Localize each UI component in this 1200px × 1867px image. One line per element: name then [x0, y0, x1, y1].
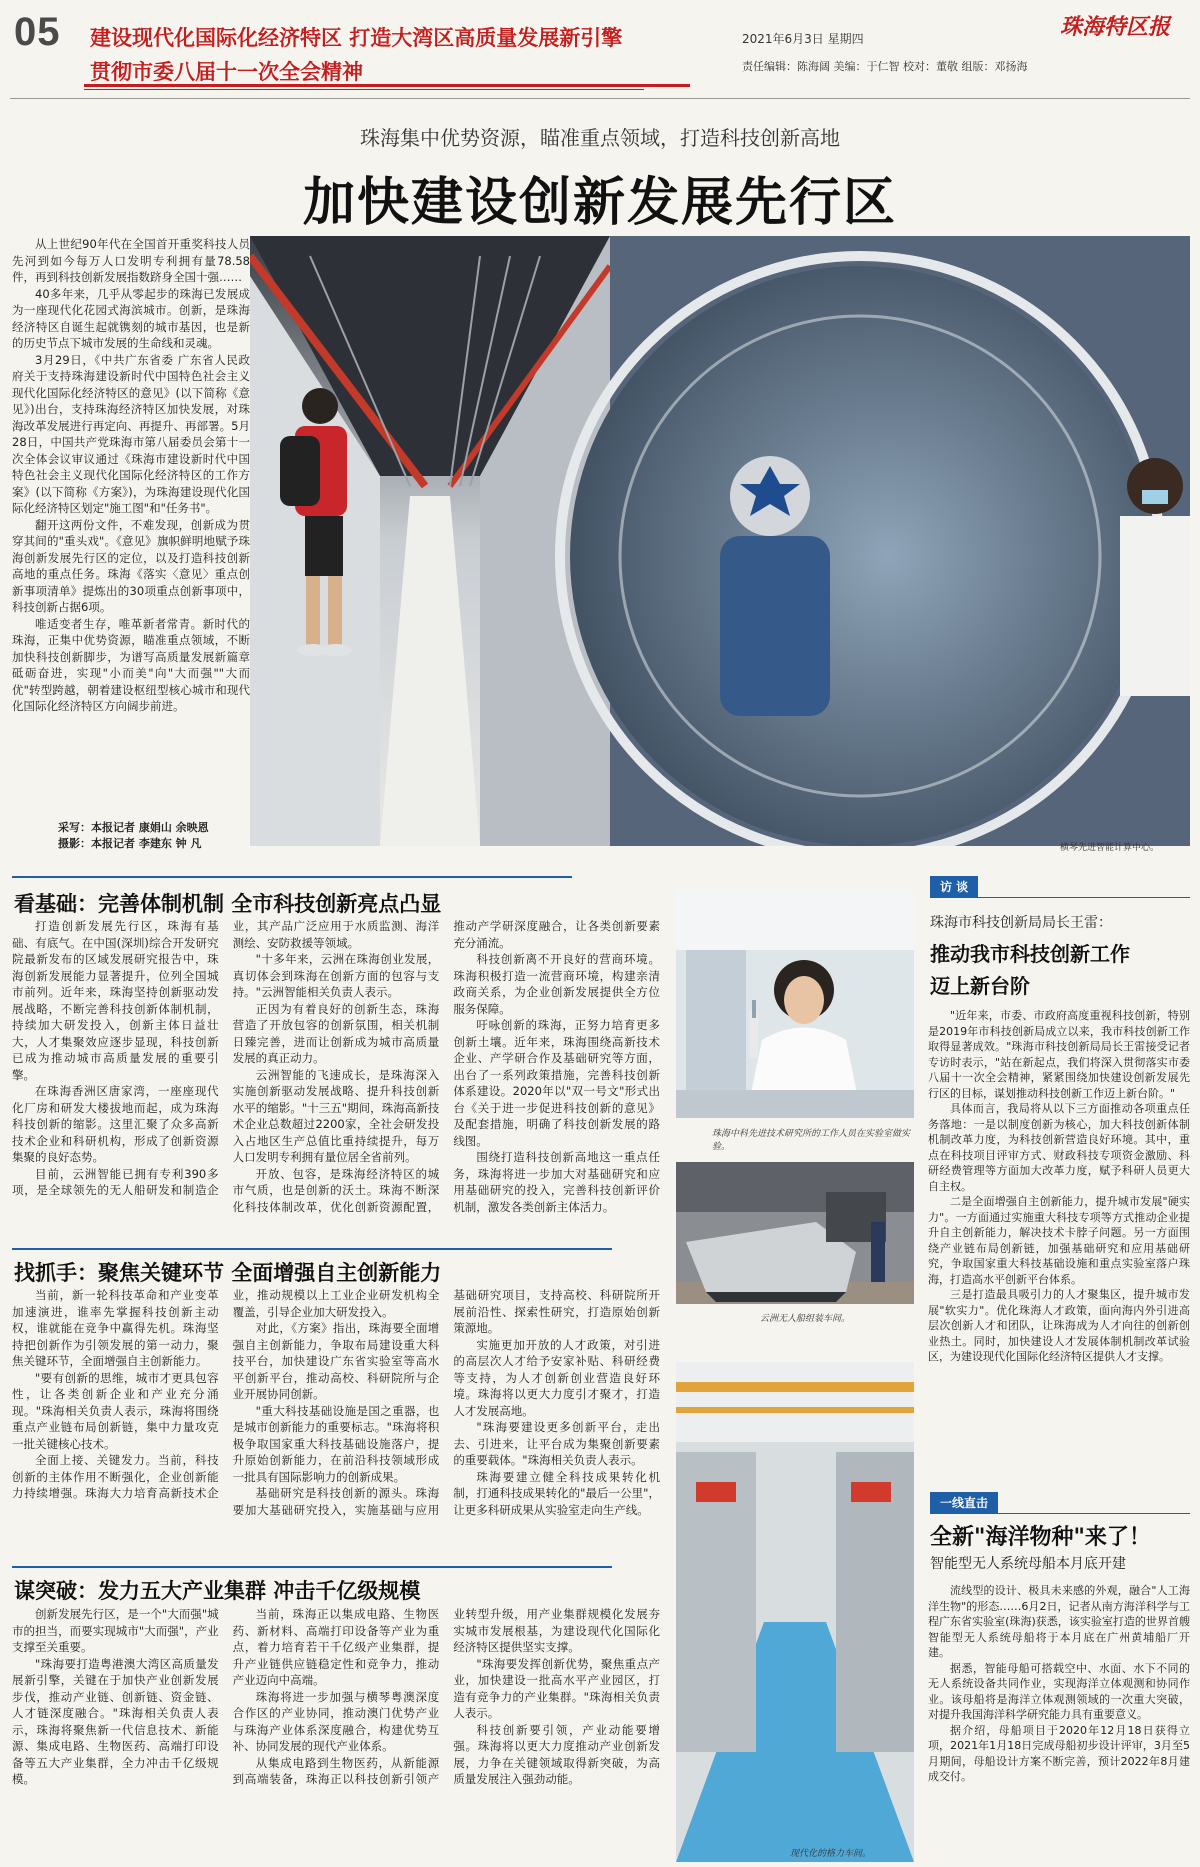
body-paragraph: "近年来，市委、市政府高度重视科技创新，特别是2019年市科技创新局成立以来，我市科技创新工作取得显著成效。"珠海市科技创新局局长王雷接受记者专访时表示，"站在新起点，我们将深入贯彻落实市委八届十一次全会精神，紧紧围绕加快建设创新发展先行区的目标，谋划推动科技创新工作迈上新台阶。" — [928, 1009, 1190, 1100]
body-paragraph: 打造创新发展先行区，珠海有基础、有底气。在中国(深圳)综合开发研究院最新发布的区域发展研究报告中，珠海创新发展能力显著提升，位列全国城市前列。近年来，珠海坚持创新驱动发展战略，不断完善科技创新体制机制，持续加大研发投入，创新主体日益壮大，人才集聚效应逐步显现，科技创新已成为推动城市高质量发展的重要引擎。 — [12, 919, 219, 1082]
lead-headline: 加快建设创新发展先行区 — [302, 172, 897, 233]
section-body-breakthrough — [12, 1606, 660, 1861]
computing-center-illustration — [250, 236, 1190, 846]
body-paragraph: 开放、包容，是珠海经济特区的城市气质，也是创新的沃土。珠海不断深化科技体制改革，优化创新资源配置，推动产学研深度融合，让各类创新要素充分涌流。 — [232, 919, 660, 1214]
masthead-rule — [84, 84, 690, 87]
body-paragraph: "珠海要建设更多创新平台，走出去、引进来，让平台成为集聚创新要素的重要载体。"珠海相关负责人表示。 — [453, 1420, 660, 1467]
interview-tag-rule — [930, 897, 1190, 898]
newspaper-logo: 珠海特区报 — [1060, 14, 1171, 40]
boat-workshop-illustration — [676, 1162, 914, 1304]
section-rule — [12, 876, 572, 878]
news-subtitle: 智能型无人系统母船本月底开建 — [930, 1556, 1126, 1572]
page-number: 05 — [14, 10, 61, 54]
section-rule — [12, 1248, 612, 1250]
body-paragraph: 围绕打造科技创新高地这一重点任务，珠海将进一步加大对基础研究和应用基础研究的投入，完善科技创新评价机制，激发各类创新主体活力。 — [453, 1150, 660, 1214]
body-paragraph: 正因为有着良好的创新生态，珠海营造了开放包容的创新氛围，相关机制日臻完善，进而让创新成为城市高质量发展的真正动力。 — [232, 1001, 440, 1065]
body-paragraph: "要有创新的思维，城市才更具包容性，让各类创新企业和产业充分涌现。"珠海相关负责人表示，珠海将围绕重点产业链布局创新链，集中力量攻克一批关键核心技术。 — [12, 1370, 219, 1451]
body-paragraph: 当前，新一轮科技革命和产业变革加速演进，谁率先掌握科技创新主动权，谁就能在竞争中赢得先机。珠海坚持把创新作为引领发展的第一动力，聚焦关键环节，全面增强自主创新能力。 — [12, 1288, 219, 1368]
header-divider — [10, 98, 1190, 99]
body-paragraph: 基础研究是科技创新的源头。珠海要加大基础研究投入，实施基础与应用基础研究项目，支持高校、科研院所开展前沿性、探索性研究，打造原始创新策源地。 — [232, 1288, 660, 1517]
masthead-rule-thin — [84, 89, 644, 90]
body-paragraph: 三是打造最具吸引力的人才聚集区，提升城市发展"软实力"。优化珠海人才政策，面向海内外引进高层次创新人才和团队，让珠海成为人才向往的创新创业热土。同时，加快建设人才发展体制机制改革试验区，为建设现代化国际化经济特区提供人才支撑。 — [928, 1288, 1190, 1363]
body-paragraph: "珠海要发挥创新优势，聚焦重点产业，加快建设一批高水平产业园区，打造有竞争力的产业集群。"珠海相关负责人表示。 — [453, 1656, 660, 1720]
section-rule — [12, 1566, 612, 1568]
body-paragraph: 流线型的设计、极具未来感的外观，融合"人工海洋生物"的形态……6月2日，记者从南方海洋科学与工程广东省实验室(珠海)获悉，该实验室打造的世界首艘智能型无人系统母船将于本月底在广州黄埔船厂开建。 — [928, 1584, 1190, 1659]
intro-paragraph: 3月29日，《中共广东省委 广东省人民政府关于支持珠海建设新时代中国特色社会主义现代化国际化经济特区的意见》(以下简称《意见》)出台，支持珠海经济特区加快发展，对珠海改革发展进行再定向、再提升、再部署。5月28日，中国共产党珠海市第八届委员会第十一次全体会议审议通过《珠海市建设新时代中国特色社会主义现代化国际化经济特区的工作方案》(以下简称《方案》)，为珠海建设现代化国际化经济特区划定"施工图"和"任务书"。 — [12, 352, 250, 515]
news-tag-rule — [930, 1513, 1190, 1514]
body-paragraph: 具体而言，我局将从以下三方面推动各项重点任务落地：一是以制度创新为核心，加大科技创新体制机制改革力度，为科技创新营造良好环境。其中，重点在科技项目评审方式、财政科技专项资金激励、科研经费管理等方面加大改革力度，赋予科研人员更大自主权。 — [928, 1102, 1190, 1193]
lead-credits — [58, 820, 209, 852]
masthead-slogan: 建设现代化国际化经济特区 打造大湾区高质量发展新引擎 — [90, 26, 623, 50]
main-photo-computing-center — [250, 236, 1190, 846]
body-paragraph: 二是全面增强自主创新能力，提升城市发展"硬实力"。一方面通过实施重大科技专项等方式推动企业提升自主创新能力，解决技术卡脖子问题。另一方面围绕产业链布局创新链，加强基础研究和应用基础研究，争取国家重大科技基础设施和重点实验室落户珠海，打造高水平创新平台体系。 — [928, 1195, 1190, 1286]
photo-caption-boat: 云洲无人船组装车间。 — [760, 1314, 851, 1324]
body-paragraph: 实施更加开放的人才政策，对引进的高层次人才给予安家补贴、科研经费等支持，为人才创新创业营造良好环境。珠海将以更大力度引才聚才，打造人才发展高地。 — [453, 1337, 660, 1418]
body-paragraph: "珠海要打造粤港澳大湾区高质量发展新引擎，关键在于加快产业创新发展步伐，推动产业链、创新链、资金链、人才链深度融合。"珠海相关负责人表示，珠海将聚焦新一代信息技术、新能源、集成电路、生物医药、高端打印设备等五大产业集群，全力冲击千亿级规模。 — [12, 1656, 219, 1786]
body-paragraph: 据悉，智能母船可搭载空中、水面、水下不同的无人系统设备共同作业，实现海洋立体观测和协同作业。该母船将是海洋立体观测领域的一次重大突破，对提升我国海洋科学研究能力具有重要意义。 — [928, 1661, 1190, 1721]
interview-tag: 访 谈 — [930, 876, 978, 897]
photographer-credit: 摄影：本报记者 李建东 钟 凡 — [58, 837, 202, 850]
interview-body — [928, 1008, 1190, 1443]
body-paragraph: 全面上接、关键发力。当前，科技创新的主体作用不断强化，企业创新能力持续增强。珠海大力培育高新技术企业，推动规模以上工业企业研发机构全覆盖，引导企业加大研发投入。 — [12, 1288, 440, 1500]
news-body — [928, 1583, 1190, 1863]
section-title-breakthrough: 谋突破：发力五大产业集群 冲击千亿级规模 — [14, 1579, 421, 1603]
body-paragraph: 从集成电路到生物医药，从新能源到高端装备，珠海正以科技创新引领产业转型升级，用产业集群规模化发展夯实城市发展根基，为建设现代化国际化经济特区提供坚实支撑。 — [232, 1607, 660, 1786]
body-paragraph: 对此，《方案》指出，珠海要全面增强自主创新能力，争取布局建设重大科技平台，加快建设广东省实验室等高水平创新平台，推动高校、科研院所与企业开展协同创新。 — [232, 1321, 440, 1401]
body-paragraph: 科技创新离不开良好的营商环境。珠海积极打造一流营商环境，构建亲清政商关系，为企业创新发展提供全方位服务保障。 — [453, 952, 660, 1016]
factory-illustration — [676, 1362, 914, 1862]
editor-credits: 责任编辑：陈海阔 美编：于仁智 校对：董敬 组版：邓扬海 — [742, 60, 1028, 73]
issue-date: 2021年6月3日 星期四 — [742, 32, 864, 46]
body-paragraph: 创新发展先行区，是一个"大而强"城市的担当，而要实现城市"大而强"，产业支撑至关重要。 — [12, 1607, 219, 1654]
body-paragraph: 据介绍，母船项目于2020年12月18日获得立项，2021年1月18日完成母船初步设计评审，3月至5月期间，母船设计方案不断完善，预计2022年8月建成交付。 — [928, 1723, 1190, 1783]
interview-title-line1: 推动我市科技创新工作 — [930, 942, 1130, 966]
body-paragraph: 吁咏创新的珠海，正努力培育更多创新土壤。近年来，珠海围绕高新技术企业、产学研合作及基础研究等方面，出台了一系列政策措施，完善科技创新体系建设。2020年以"双一号文"形式出台《关于进一步促进科技创新的意见》及配套措施，明确了科技创新发展的路线图。 — [453, 1018, 660, 1148]
lab-illustration — [676, 890, 914, 1118]
intro-paragraph: 从上世纪90年代在全国首开重奖科技人员先河到如今每万人口发明专利拥有量78.58件，再到科技创新发展指数跻身全国十强…… — [12, 237, 250, 284]
body-paragraph: 珠海将进一步加强与横琴粤澳深度合作区的产业协同，推动澳门优势产业与珠海产业体系深度融合，构建优势互补、协同发展的现代产业体系。 — [232, 1689, 440, 1753]
section-title-foundation: 看基础：完善体制机制 全市科技创新亮点凸显 — [14, 892, 442, 916]
masthead-subslogan: 贯彻市委八届十一次全会精神 — [90, 60, 363, 84]
section-body-leverage — [12, 1287, 660, 1557]
photo-caption-factory: 现代化的格力车间。 — [790, 1849, 872, 1859]
body-paragraph: "重大科技基础设施是国之重器，也是城市创新能力的重要标志。"珠海将积极争取国家重大科技基础设施落户，提升原始创新能力，在前沿科技领域形成一批具有国际影响力的创新成果。 — [232, 1403, 440, 1484]
lead-subhead: 珠海集中优势资源，瞄准重点领域，打造科技创新高地 — [360, 126, 840, 150]
section-title-leverage: 找抓手：聚焦关键环节 全面增强自主创新能力 — [14, 1261, 442, 1285]
writer-credit: 采写：本报记者 康娟山 余映恩 — [58, 821, 209, 834]
body-paragraph: "十多年来，云洲在珠海创业发展，真切体会到珠海在创新方面的包容与支持。"云洲智能相关负责人表示。 — [232, 952, 440, 999]
intro-paragraph: 翻开这两份文件，不难发现，创新成为贯穿其间的"重头戏"。《意见》旗帜鲜明地赋予珠海创新发展先行区的定位，以及打造科技创新高地的重点任务。珠海《落实〈意见〉重点创新事项清单》提炼出的30项重点创新事项中，科技创新占据6项。 — [12, 517, 250, 614]
body-paragraph: 目前，云洲智能已拥有专利390多项，是全球领先的无人船研发和制造企业，其产品广泛应用于水质监测、海洋测绘、安防救援等领域。 — [12, 919, 440, 1197]
news-tag: 一线直击 — [930, 1492, 998, 1513]
main-photo-caption: 横琴先进智能计算中心。 — [1060, 843, 1160, 853]
intro-paragraph: 唯适变者生存，唯革新者常青。新时代的珠海，正集中优势资源，瞄准重点领域，不断加快科技创新脚步，为谱写高质量发展新篇章砥砺奋进，实现"小而美"向"大而强""大而优"转型跨越，朝着建设枢纽型核心城市和现代化国际化经济特区方向阔步前进。 — [12, 616, 250, 713]
interview-subtitle: 珠海市科技创新局局长王雷： — [930, 915, 1112, 931]
photo-unmanned-boat — [676, 1162, 914, 1304]
intro-paragraph: 40多年来，几乎从零起步的珠海已发展成为一座现代化花园式海滨城市。创新，是珠海经济特区自诞生起就镌刻的城市基因，也是新的历史节点下城市发展的生命线和灵魂。 — [12, 286, 250, 350]
interview-title-line2: 迈上新台阶 — [930, 974, 1030, 998]
lead-intro — [12, 236, 250, 715]
body-paragraph: 科技创新要引领，产业动能要增强。珠海将以更大力度推动产业创新发展，力争在关键领域取得新突破，为高质量发展注入强劲动能。 — [453, 1722, 660, 1786]
news-title: 全新"海洋物种"来了！ — [930, 1525, 1151, 1550]
body-paragraph: 在珠海香洲区唐家湾，一座座现代化厂房和研发大楼拔地而起，成为珠海科技创新的缩影。这里汇聚了众多高新技术企业和科研机构，形成了创新资源集聚的良好态势。 — [12, 1084, 219, 1164]
section-body-foundation — [12, 918, 660, 1238]
photo-lab-researcher — [676, 890, 914, 1118]
photo-caption-lab: 珠海中科先进技术研究所的工作人员在实验室做实验。 — [712, 1129, 911, 1152]
body-paragraph: 云洲智能的飞速成长，是珠海深入实施创新驱动发展战略、提升科技创新水平的缩影。"十三五"期间，珠海高新技术企业总数超过2200家，全社会研发投入占地区生产总值比重持续提升，每万人口发明专利拥有量位居全省前列。 — [232, 1067, 440, 1164]
photo-gree-factory — [676, 1362, 914, 1862]
body-paragraph: 珠海要建立健全科技成果转化机制，打通科技成果转化的"最后一公里"，让更多科研成果从实验室走向生产线。 — [453, 1469, 660, 1517]
body-paragraph: 当前，珠海正以集成电路、生物医药、新材料、高端打印设备等产业为重点，着力培育若干千亿级产业集群，提升产业链供应链稳定性和竞争力，推动产业迈向中高端。 — [232, 1607, 440, 1687]
